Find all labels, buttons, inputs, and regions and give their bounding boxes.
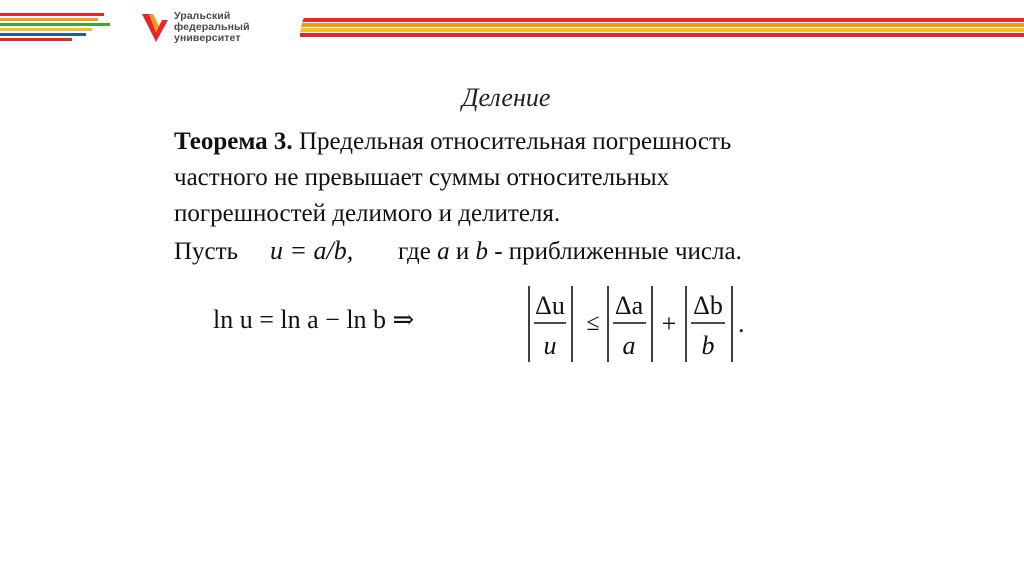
university-logo: [140, 8, 290, 48]
leq-sign: ≤: [586, 310, 600, 336]
frac3-numerator: Δb: [693, 291, 723, 320]
logo-line-3: университет: [174, 32, 241, 44]
var-b: b: [475, 238, 488, 265]
logo-line-2: федеральный: [174, 21, 250, 33]
where-clause: [398, 238, 742, 266]
header-stripes-right: [300, 18, 1024, 40]
frac2-numerator: Δa: [614, 291, 644, 320]
logo-line-1: Уральский: [174, 10, 231, 22]
theorem-block: [174, 124, 894, 232]
and-word: и: [455, 238, 470, 265]
theorem-line-2: частного не превышает суммы относительных: [174, 164, 670, 191]
theorem-label: Теорема 3.: [174, 128, 293, 155]
end-period: .: [738, 309, 745, 338]
frac3-denominator: b: [701, 331, 715, 360]
theorem-text-1: Предельная относительная погрешность: [292, 128, 732, 155]
plus-sign: +: [661, 309, 677, 338]
log-equation: ln u = ln a − ln b ⇒: [213, 305, 415, 334]
logo-mark-icon: [140, 10, 170, 46]
logo-text: [174, 11, 250, 44]
frac2-denominator: a: [622, 331, 636, 360]
relative-error-inequality: [520, 282, 760, 366]
where-word: где: [398, 238, 431, 265]
slide-title: Деление: [462, 83, 551, 112]
frac1-numerator: Δu: [535, 291, 565, 320]
let-word: Пусть: [174, 238, 238, 265]
theorem-line-3: погрешностей делимого и делителя.: [174, 200, 561, 227]
theorem-line-1: [174, 124, 894, 160]
formula-u-equals-a-over-b: u = a/b,: [270, 236, 354, 265]
where-tail: - приближенные числа.: [494, 238, 742, 265]
var-a: a: [437, 238, 450, 265]
frac1-denominator: u: [543, 331, 557, 360]
header-stripes-left: [0, 13, 112, 43]
